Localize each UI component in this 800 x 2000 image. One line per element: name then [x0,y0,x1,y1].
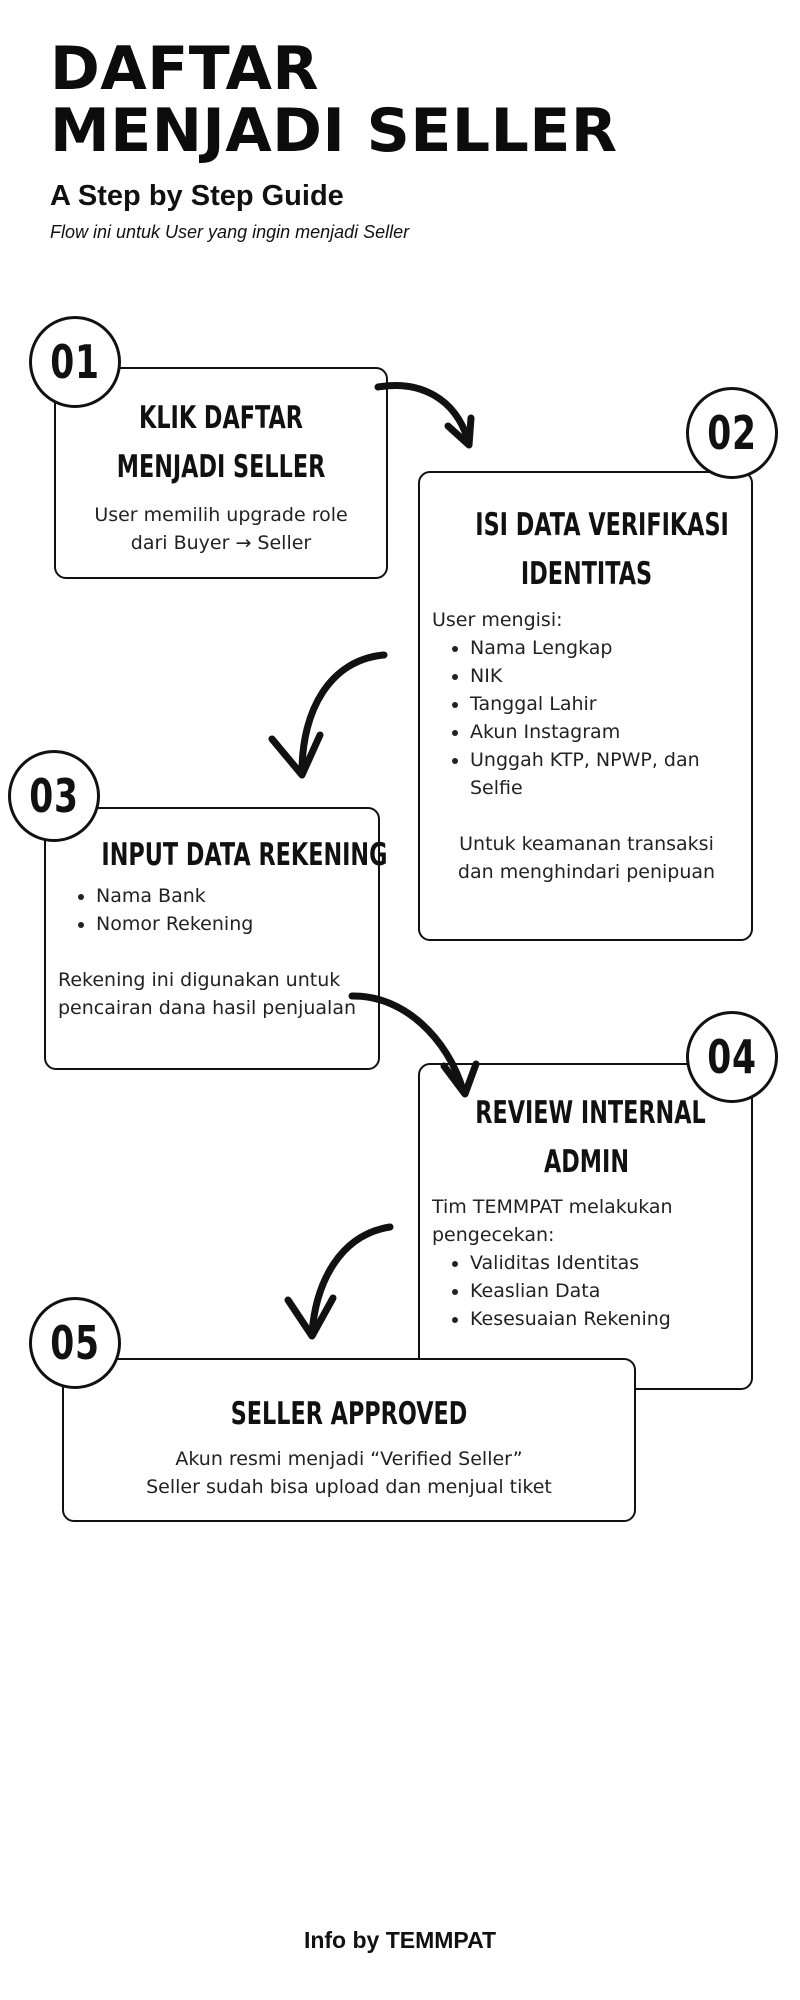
step-number: 02 [707,406,757,460]
list-item: • Unggah KTP, NPWP, dan Selfie [470,746,741,802]
step-heading-line: REVIEW INTERNAL [475,1095,706,1131]
step-card-01 [54,367,388,579]
step-intro: User mengisi: [432,609,563,631]
description-line: dari Buyer → Seller [130,532,312,554]
step-description [64,1445,634,1501]
step-heading-line: INPUT DATA REKENING [101,837,388,873]
step-card-03 [44,807,388,1070]
intro-note: Flow ini untuk User yang ingin menjadi Seller [50,222,410,242]
step-card-02 [418,471,753,941]
list-item: • Nomor Rekening [96,910,368,938]
step-heading [102,394,340,492]
list-item: • Kesesuaian Rekening [470,1305,741,1333]
step-description [56,501,386,557]
step-number: 04 [707,1030,757,1084]
title-line-1: DAFTAR [50,34,320,104]
page-title [50,34,618,166]
step-number-badge-05 [29,1297,121,1389]
step-number-badge-01 [29,316,121,408]
step-heading-line: MENJADI SELLER [116,449,326,485]
title-line-2: MENJADI SELLER [50,96,618,166]
list-item: • Akun Instagram [470,718,741,746]
step-number: 05 [50,1316,100,1370]
step-heading-line: IDENTITAS [520,556,653,592]
step-heading [101,831,388,880]
step-heading-line: ADMIN [543,1144,630,1180]
arrow-4-5-head [288,1298,333,1336]
step-number-badge-02 [686,387,778,479]
step-heading-line: KLIK DAFTAR [139,400,303,436]
step-note [432,830,741,886]
arrow-4-5-shaft [312,1227,390,1333]
step-intro: Tim TEMMPAT melakukan pengecekan: [432,1196,673,1246]
list-item: • Nama Bank [96,882,368,910]
requirements-list [432,634,741,802]
arrow-2-3-head [272,735,320,775]
description-line: User memilih upgrade role [94,504,348,526]
step-number: 01 [50,335,100,389]
arrow-1-2-shaft [378,386,468,440]
step-card-05 [62,1358,636,1522]
footer-credit: Info by TEMMPAT [303,1927,497,1953]
step-number-badge-04 [686,1011,778,1103]
step-number-badge-03 [8,750,100,842]
step-card-04 [418,1063,753,1390]
step-heading [475,501,729,599]
step-heading-line: SELLER APPROVED [230,1396,468,1432]
arrow-1-2-head [448,418,471,445]
review-checks-list [432,1249,741,1333]
note-line: dan menghindari penipuan [457,861,716,883]
arrow-2-3-shaft [302,655,384,772]
step-heading-line: ISI DATA VERIFIKASI [475,507,729,543]
note-line: Untuk keamanan transaksi [459,833,714,855]
step-heading [475,1089,706,1187]
list-item: • Keaslian Data [470,1277,741,1305]
step-number: 03 [29,769,79,823]
bank-fields-list [58,882,368,938]
step-heading [144,1390,554,1439]
list-item: • Nama Lengkap [470,634,741,662]
step-note: Rekening ini digunakan untuk pencairan dana hasil penjualan [58,969,357,1019]
list-item: • NIK [470,662,741,690]
description-line: Seller sudah bisa upload dan menjual tiket [146,1476,552,1498]
subtitle: A Step by Step Guide [50,180,344,212]
list-item: • Validitas Identitas [470,1249,741,1277]
list-item: • Tanggal Lahir [470,690,741,718]
description-line: Akun resmi menjadi “Verified Seller” [175,1448,523,1470]
